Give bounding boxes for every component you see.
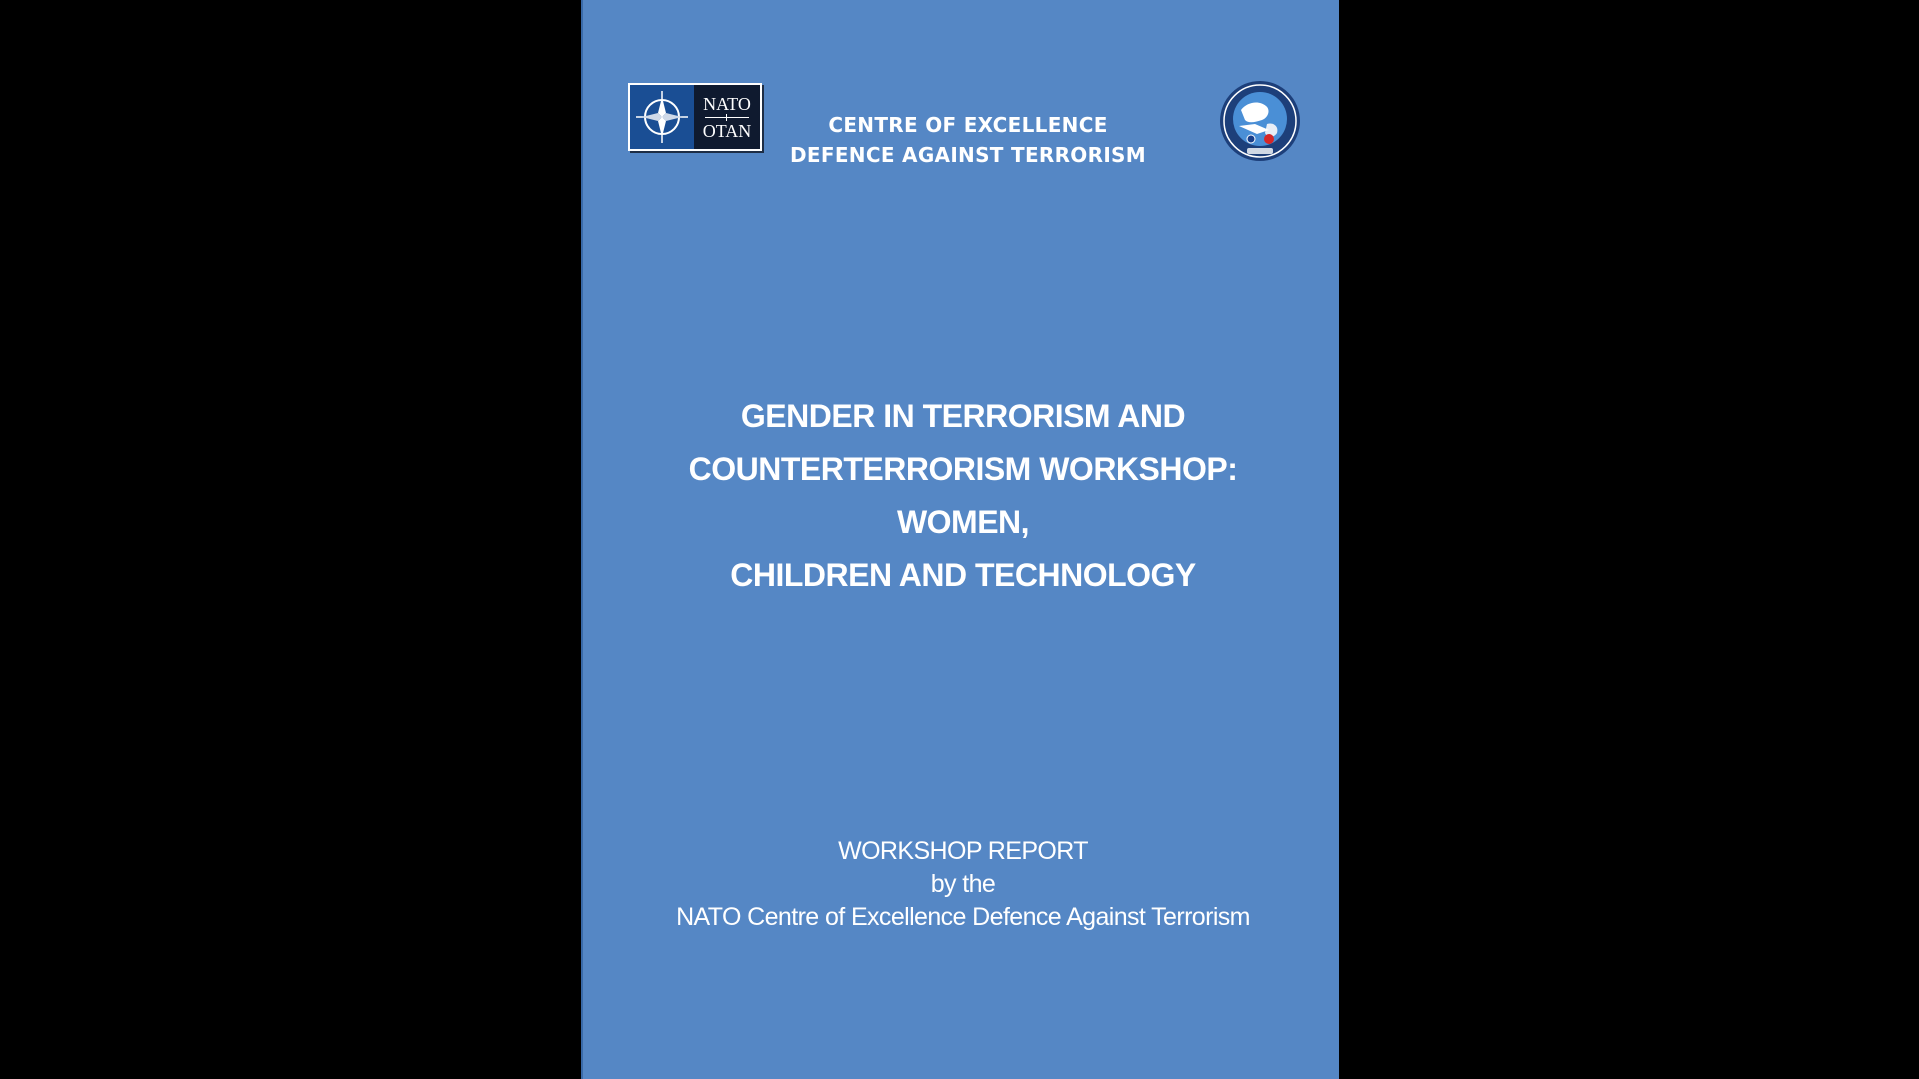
nato-label: NATO [703,93,751,114]
report-line-2: by the [930,870,996,898]
title-line-3: CHILDREN AND TECHNOLOGY [730,557,1196,593]
nato-otan-wordmark [694,85,760,149]
nato-otan-logo [628,83,762,151]
coe-dat-title [778,110,1158,170]
title-line-2: COUNTERTERRORISM WORKSHOP: WOMEN, [688,451,1238,540]
cover-page [581,0,1339,1079]
report-line-3: NATO Centre of Excellence Defence Against Terrorism [676,903,1250,931]
report-attribution [623,835,1303,934]
cover-header [583,80,1341,170]
title-line-1: GENDER IN TERRORISM AND [740,398,1186,434]
coe-title-line-2: DEFENCE AGAINST TERRORISM [790,143,1146,167]
report-line-1: WORKSHOP REPORT [838,837,1088,865]
nato-divider [705,117,749,118]
nato-compass-star-icon [630,85,694,149]
document-title [643,390,1283,602]
otan-label: OTAN [702,120,752,141]
coe-dat-globe-emblem-icon [1219,80,1301,162]
coe-title-line-1: CENTRE OF EXCELLENCE [828,113,1108,137]
